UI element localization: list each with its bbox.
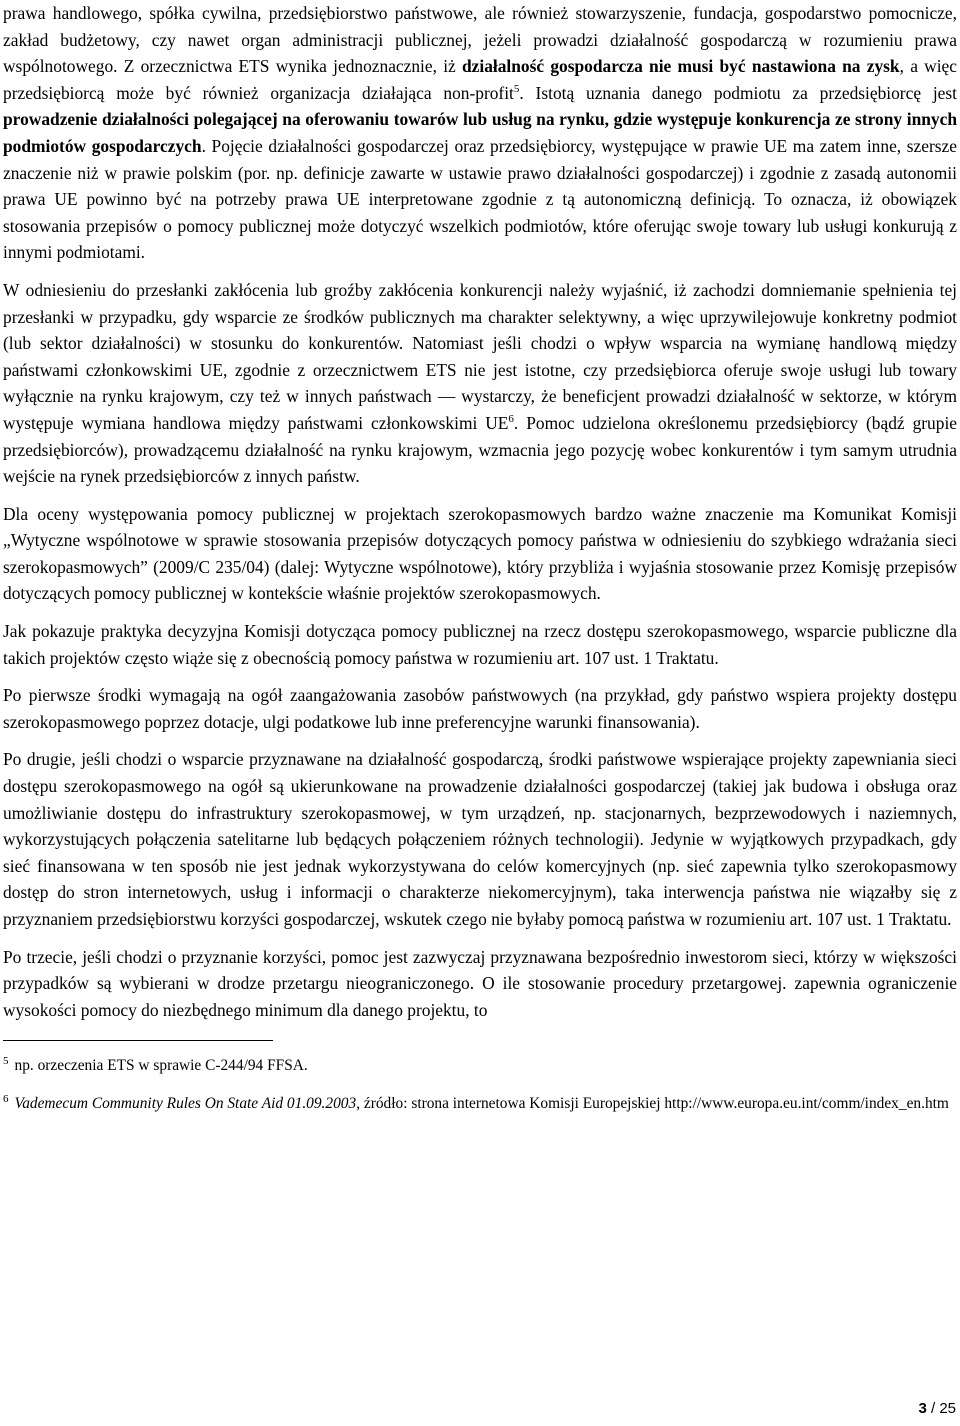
footnote-6 bbox=[3, 1089, 957, 1114]
paragraph-second: Po drugie, jeśli chodzi o wsparcie przyznawane na działalność gospodarczą, środki państwowe wspierające projekty zapewniania sieci dostępu szerokopasmowego na ogół są ukierunkowane na prowadzenie działalności gospodarczej (takiej jak budowa i obsługa oraz umożliwianie dostępu do infrastruktury szerokopasmowej, w tym urządzeń, np. stacjonarnych, bezprzewodowych i naziemnych, wykorzystujących połączenia satelitarne lub będących połączeniem różnych technologii). Jedynie w wyjątkowych przypadkach, gdy sieć finansowana w ten sposób nie jest jednak wykorzystywana do celów komercyjnych (np. sieć zapewnia tylko szerokopasmowy dostęp do stron internetowych, usług i informacji o charakterze niekomercyjnym), taka interwencja państwa nie wiązałby się z przyznaniem przedsiębiorstwu korzyści gospodarczej, wskutek czego nie byłaby pomocą państwa w rozumieniu art. 107 ust. 1 Traktatu. bbox=[3, 749, 957, 929]
bold-run: działalność gospodarcza nie musi być nastawiona na zysk bbox=[461, 56, 900, 77]
paragraph-enterprise-definition bbox=[3, 0, 957, 266]
footnote-text[interactable]: , źródło: strona internetowa Komisji Europejskiej http://www.europa.eu.int/comm/index_en.htm bbox=[356, 1094, 949, 1112]
footnote-ref-6[interactable]: 6 bbox=[508, 413, 514, 426]
text-run: . Pojęcie działalności gospodarczej oraz przedsiębiorcy, występujące w prawie UE ma zatem inne, szersze znaczenie niż w prawie polskim (por. np. definicje zawarte w ustawie prawo działalności gospodarczej) i zgodnie z zasadą autonomii prawa UE powinno być na potrzeby prawa UE interpretowane zgodnie z tą autonomiczną definicją. To oznacza, iż obowiązek stosowania przepisów o pomocy publicznej może dotyczyć wszelkich podmiotów, które oferując swoje towary lub usługi konkurują z innymi podmiotami. bbox=[3, 135, 957, 263]
footnote-ref-5[interactable]: 5 bbox=[513, 82, 520, 95]
footnote-5 bbox=[3, 1051, 957, 1076]
paragraph-competition bbox=[3, 277, 957, 490]
footnote-number: 6 bbox=[3, 1092, 9, 1105]
document-page bbox=[3, 0, 957, 1126]
text-run: . Istotą uznania danego podmiotu za przedsiębiorcę jest bbox=[519, 82, 958, 103]
footnote-text: np. orzeczenia ETS w sprawie C-244/94 FFSA. bbox=[14, 1057, 308, 1075]
page-current: 3 bbox=[918, 1400, 927, 1417]
paragraph-first: Po pierwsze środki wymagają na ogół zaangażowania zasobów państwowych (na przykład, gdy państwo wspiera projekty dostępu szerokopasmowego poprzez dotacje, ulgi podatkowe lub inne preferencyjne warunki finansowania). bbox=[3, 685, 957, 732]
footnote-number: 5 bbox=[3, 1055, 9, 1068]
page-total: 25 bbox=[939, 1400, 956, 1417]
text-run: W odniesieniu do przesłanki zakłócenia lub groźby zakłócenia konkurencji należy wyjaśnić, iż zachodzi domniemanie spełnienia tej przesłanki w przypadku, gdy wsparcie ze środków publicznych ma charakter selektywny, a więc uprzywilejowuje konkretny podmiot (lub sektor działalności) w stosunku do konkurentów. Natomiast jeśli chodzi o wpływ wsparcia na wymianę handlową między państwami członkowskimi UE, zgodnie z orzecznictwem ETS nie jest istotne, czy przedsiębiorca oferuje swoje usługi lub towary wyłącznie na rynku krajowym, czy też w innych państwach — wystarczy, że beneficjent prowadzi działalność w sektorze, w którym występuje wymiana handlowa między państwami członkowskimi UE bbox=[3, 279, 957, 433]
text-run: . Pomoc udzielona określonemu przedsiębiorcy (bądź grupie przedsiębiorców), prowadzącemu działalność na rynku krajowym, wzmacnia jego pozycję wobec konkurentów i tym samym utrudnia wejście na rynek przedsiębiorców z innych państw. bbox=[3, 412, 957, 487]
paragraph-third: Po trzecie, jeśli chodzi o przyznanie korzyści, pomoc jest zazwyczaj przyznawana bezpośrednio inwestorom sieci, którzy w większości przypadków są wybierani w drodze przetargu nieograniczonego. O ile stosowanie procedury przetargowej. zapewnia ograniczenie wysokości pomocy do niezbędnego minimum dla danego projektu, to bbox=[3, 946, 957, 1020]
footnote-italic-title: Vademecum Community Rules On State Aid 01.09.2003 bbox=[14, 1094, 357, 1112]
paragraph-decision-practice: Jak pokazuje praktyka decyzyjna Komisji dotycząca pomocy publicznej na rzecz dostępu szerokopasmowego, wsparcie publiczne dla takich projektów często wiąże się z obecnością pomocy państwa w rozumieniu art. 107 ust. 1 Traktatu. bbox=[3, 621, 957, 668]
footnote-divider bbox=[3, 1040, 273, 1041]
text-run: prawa handlowego, spółka cywilna, przedsiębiorstwo państwowe, ale również stowarzyszenie, fundacja, gospodarstwo pomocnicze, zakład budżetowy, czy nawet organ administracji publicznej, jeżeli prowadzi działalność gospodarczą w rozumieniu prawa wspólnotowego. Z orzecznictwa ETS wynika jednoznacznie, iż bbox=[3, 3, 957, 77]
page-separator: / bbox=[926, 1400, 940, 1417]
bold-run: prowadzenie działalności polegającej na oferowaniu towarów lub usług na rynku, gdzie występuje konkurencja ze strony innych podmiotów gospodarczych bbox=[3, 109, 957, 156]
page-number bbox=[918, 1400, 956, 1417]
paragraph-guidelines: Dla oceny występowania pomocy publicznej w projektach szerokopasmowych bardzo ważne znaczenie ma Komunikat Komisji „Wytyczne wspólnotowe w sprawie stosowania przepisów dotyczących pomocy państwa w odniesieniu do szybkiego wdrażania sieci szerokopasmowych” (2009/C 235/04) (dalej: Wytyczne wspólnotowe), który przybliża i wyjaśnia stosowanie przez Komisję przepisów dotyczących pomocy publicznej w kontekście właśnie projektów szerokopasmowych. bbox=[3, 503, 957, 604]
text-run: , a więc przedsiębiorcą może być również organizacja działająca non-profit bbox=[3, 56, 957, 103]
